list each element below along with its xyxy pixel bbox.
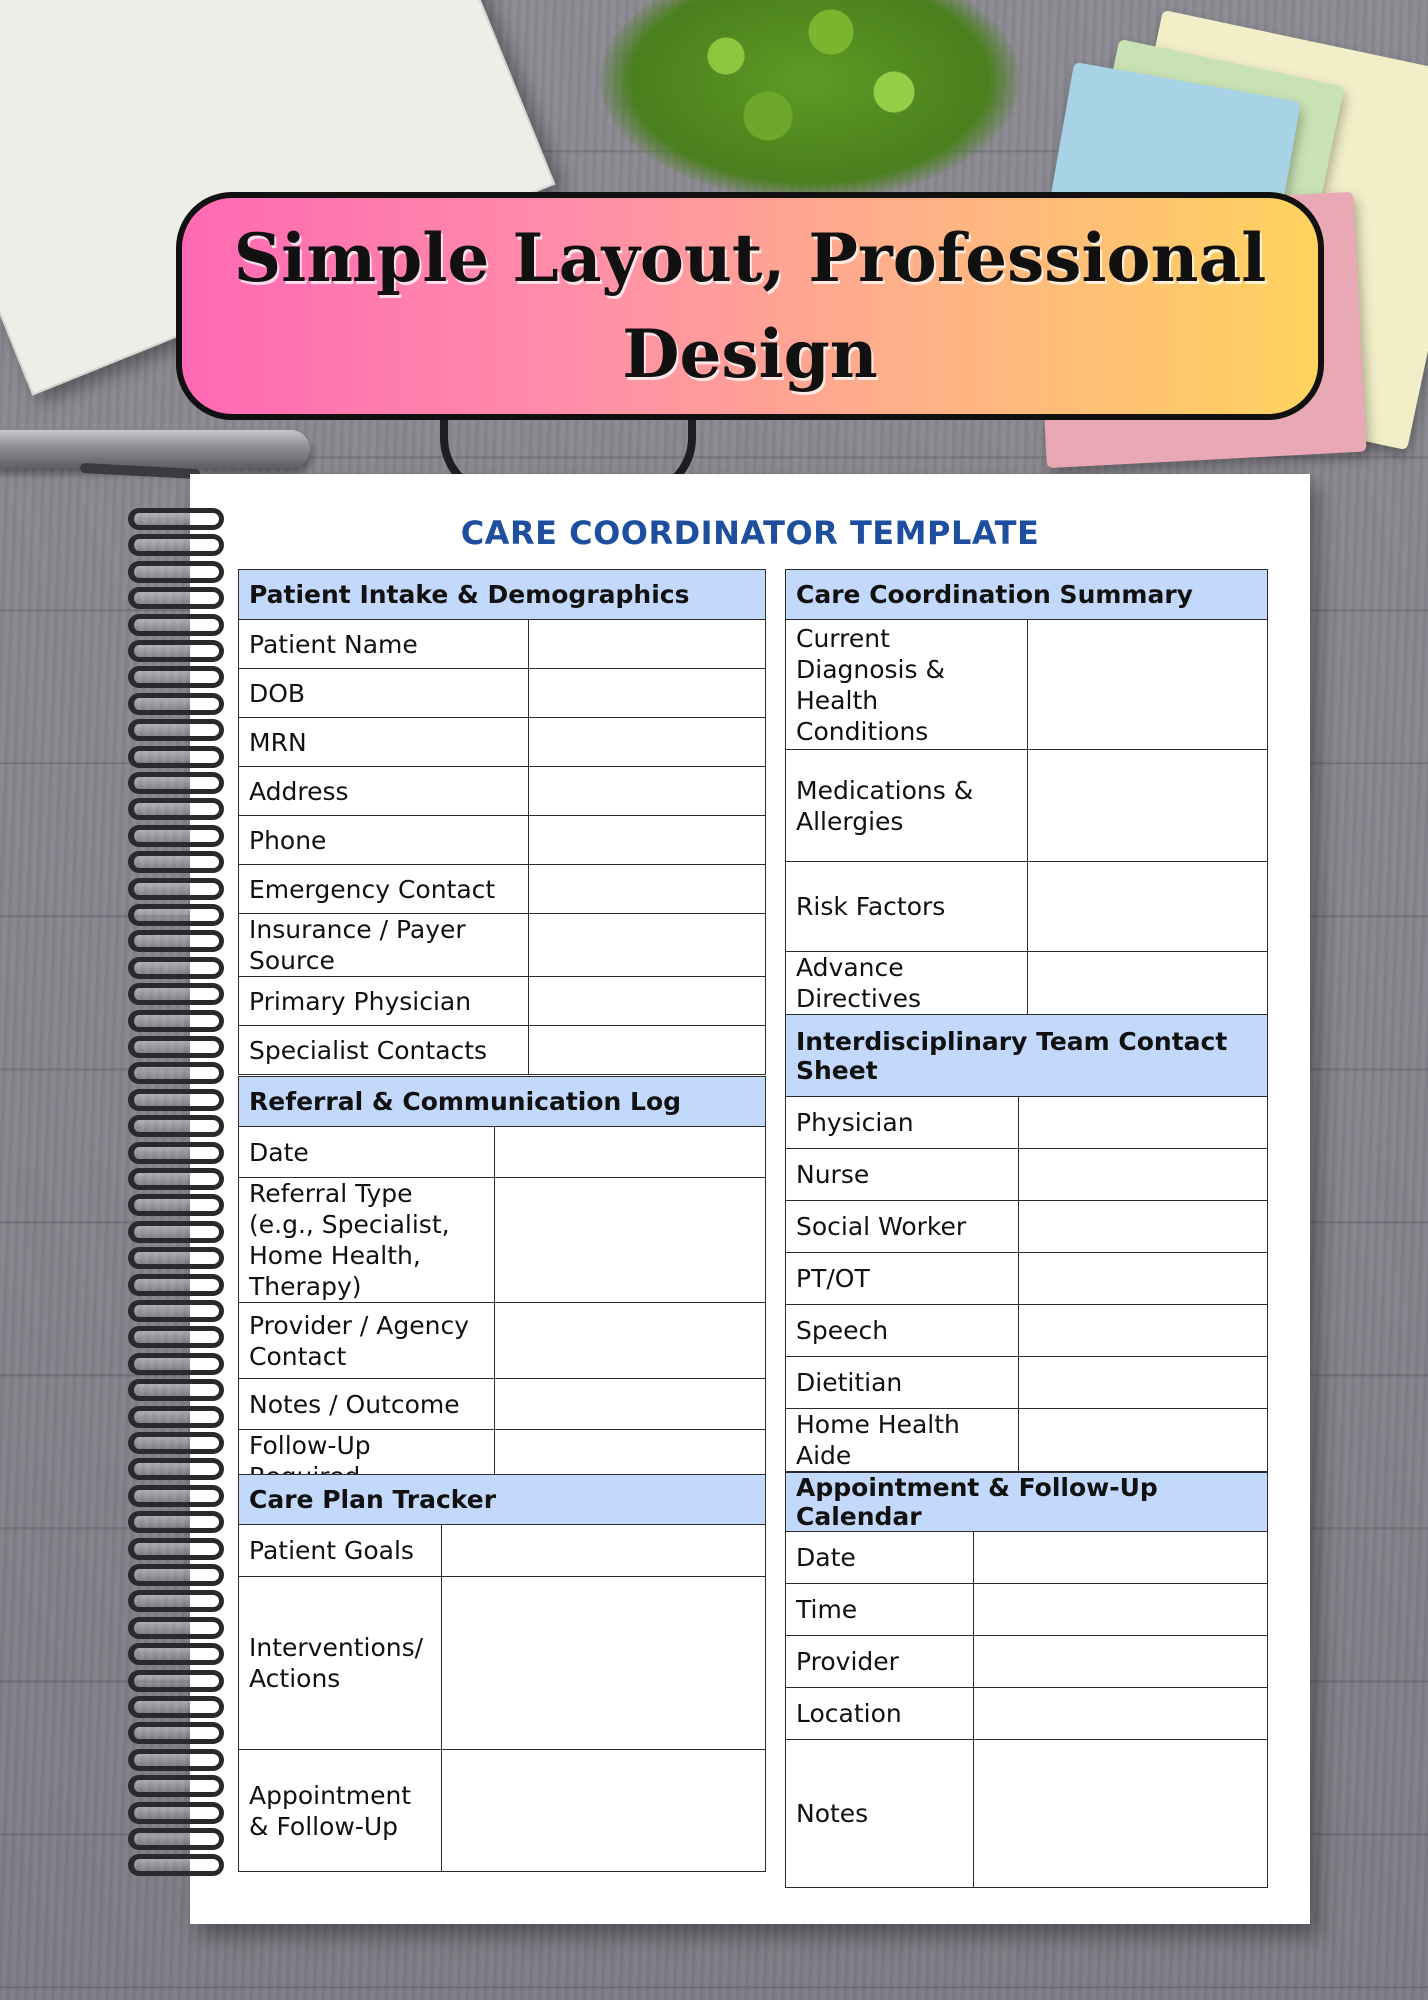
- spiral-coil: [128, 1432, 224, 1454]
- spiral-coil: [128, 825, 224, 847]
- field-value[interactable]: [1028, 750, 1268, 862]
- document-title: CARE COORDINATOR TEMPLATE: [460, 514, 1040, 552]
- spiral-coil: [128, 614, 224, 636]
- section-header: Interdisciplinary Team Contact Sheet: [786, 1015, 1268, 1097]
- spiral-coil: [128, 1458, 224, 1480]
- spiral-binding: [128, 508, 228, 1888]
- care-summary-table: [785, 569, 1268, 1015]
- spiral-coil: [128, 1564, 224, 1586]
- field-label: Nurse: [786, 1149, 1019, 1201]
- field-label: Location: [786, 1688, 974, 1740]
- field-label: Dietitian: [786, 1357, 1019, 1409]
- spiral-coil: [128, 587, 224, 609]
- spiral-coil: [128, 693, 224, 715]
- field-label: Patient Goals: [239, 1525, 442, 1577]
- field-value[interactable]: [529, 816, 766, 865]
- spiral-coil: [128, 746, 224, 768]
- spiral-coil: [128, 1353, 224, 1375]
- section-header: Patient Intake & Demographics: [239, 570, 766, 620]
- field-value[interactable]: [442, 1750, 766, 1872]
- field-label: Date: [239, 1127, 495, 1178]
- spiral-coil: [128, 1168, 224, 1190]
- spiral-coil: [128, 719, 224, 741]
- field-value[interactable]: [974, 1688, 1268, 1740]
- spiral-coil: [128, 798, 224, 820]
- spiral-coil: [128, 534, 224, 556]
- field-value[interactable]: [974, 1532, 1268, 1584]
- field-label: Address: [239, 767, 529, 816]
- spiral-coil: [128, 1142, 224, 1164]
- field-value[interactable]: [1019, 1409, 1268, 1472]
- spiral-coil: [128, 561, 224, 583]
- spiral-coil: [128, 1247, 224, 1269]
- spiral-coil: [128, 878, 224, 900]
- field-value[interactable]: [1019, 1305, 1268, 1357]
- spiral-coil: [128, 1854, 224, 1876]
- field-label: Medications & Allergies: [786, 750, 1028, 862]
- template-page: [190, 474, 1310, 1924]
- spiral-coil: [128, 640, 224, 662]
- field-value[interactable]: [495, 1127, 766, 1178]
- spiral-coil: [128, 1036, 224, 1058]
- field-label: Physician: [786, 1097, 1019, 1149]
- field-label: Risk Factors: [786, 862, 1028, 952]
- field-label: Speech: [786, 1305, 1019, 1357]
- field-value[interactable]: [529, 767, 766, 816]
- spiral-coil: [128, 851, 224, 873]
- field-value[interactable]: [974, 1584, 1268, 1636]
- field-value[interactable]: [1019, 1357, 1268, 1409]
- field-value[interactable]: [529, 865, 766, 914]
- section-header: Care Coordination Summary: [786, 570, 1268, 620]
- spiral-coil: [128, 1274, 224, 1296]
- field-label: Provider / Agency Contact: [239, 1303, 495, 1379]
- spiral-coil: [128, 1802, 224, 1824]
- field-value[interactable]: [1019, 1149, 1268, 1201]
- section-header: Appointment & Follow-Up Calendar: [786, 1473, 1268, 1532]
- patient-intake-table: [238, 569, 766, 1075]
- spiral-coil: [128, 666, 224, 688]
- field-label: Emergency Contact: [239, 865, 529, 914]
- spiral-coil: [128, 1670, 224, 1692]
- field-value[interactable]: [495, 1178, 766, 1303]
- spiral-coil: [128, 1115, 224, 1137]
- field-label: Referral Type (e.g., Specialist, Home Health, Therapy): [239, 1178, 495, 1303]
- field-label: Specialist Contacts: [239, 1026, 529, 1075]
- spiral-coil: [128, 1485, 224, 1507]
- spiral-coil: [128, 1221, 224, 1243]
- field-label: Date: [786, 1532, 974, 1584]
- field-label: Follow-Up: [239, 1430, 495, 1493]
- field-value[interactable]: [1028, 862, 1268, 952]
- field-label: Primary Physician: [239, 977, 529, 1026]
- field-label: Interventions/ Actions: [239, 1577, 442, 1750]
- referral-log-table: [238, 1076, 766, 1493]
- spiral-coil: [128, 508, 224, 530]
- spiral-coil: [128, 1406, 224, 1428]
- spiral-coil: [128, 1749, 224, 1771]
- spiral-coil: [128, 1590, 224, 1612]
- banner-title: Simple Layout, Professional Design: [233, 219, 1267, 393]
- field-label: Phone: [239, 816, 529, 865]
- field-value[interactable]: [529, 1026, 766, 1075]
- field-label: Advance Directives: [786, 952, 1028, 1015]
- field-value[interactable]: [529, 718, 766, 767]
- field-value[interactable]: [1019, 1097, 1268, 1149]
- field-value[interactable]: [1028, 952, 1268, 1015]
- promo-banner: [176, 192, 1324, 420]
- spiral-coil: [128, 1722, 224, 1744]
- spiral-coil: [128, 930, 224, 952]
- field-value[interactable]: [974, 1740, 1268, 1888]
- spiral-coil: [128, 1010, 224, 1032]
- spiral-coil: [128, 957, 224, 979]
- field-label: DOB: [239, 669, 529, 718]
- field-value[interactable]: [442, 1525, 766, 1577]
- spiral-coil: [128, 1828, 224, 1850]
- field-label: PT/OT: [786, 1253, 1019, 1305]
- field-value[interactable]: [529, 977, 766, 1026]
- spiral-coil: [128, 1326, 224, 1348]
- background-plant: [600, 0, 1020, 200]
- background-pen: [0, 430, 310, 468]
- field-label: Appointment & Follow-Up: [239, 1750, 442, 1872]
- field-label: MRN: [239, 718, 529, 767]
- spiral-coil: [128, 1696, 224, 1718]
- spiral-coil: [128, 983, 224, 1005]
- field-label: Current Diagnosis & Health Conditions: [786, 620, 1028, 750]
- field-value[interactable]: [974, 1636, 1268, 1688]
- spiral-coil: [128, 1194, 224, 1216]
- field-value[interactable]: [1019, 1201, 1268, 1253]
- spiral-coil: [128, 1379, 224, 1401]
- spiral-coil: [128, 904, 224, 926]
- section-header: Care Plan Tracker: [239, 1475, 766, 1525]
- field-label: Social Worker: [786, 1201, 1019, 1253]
- spiral-coil: [128, 1617, 224, 1639]
- spiral-coil: [128, 1089, 224, 1111]
- field-label: Notes: [786, 1740, 974, 1888]
- appointments-table: [785, 1472, 1268, 1888]
- section-header: Referral & Communication Log: [239, 1077, 766, 1127]
- spiral-coil: [128, 1511, 224, 1533]
- spiral-coil: [128, 1643, 224, 1665]
- field-value[interactable]: [529, 914, 766, 977]
- spiral-coil: [128, 1062, 224, 1084]
- spiral-coil: [128, 1775, 224, 1797]
- field-label: Patient Name: [239, 620, 529, 669]
- field-value[interactable]: [495, 1303, 766, 1379]
- care-plan-table: [238, 1474, 766, 1872]
- field-label: Insurance / Payer Source: [239, 914, 529, 977]
- field-label: Home Health Aide: [786, 1409, 1019, 1472]
- field-value[interactable]: [529, 620, 766, 669]
- spiral-coil: [128, 1538, 224, 1560]
- field-value[interactable]: [529, 669, 766, 718]
- field-label: Provider: [786, 1636, 974, 1688]
- spiral-coil: [128, 772, 224, 794]
- spiral-coil: [128, 1300, 224, 1322]
- field-value[interactable]: [1019, 1253, 1268, 1305]
- field-value[interactable]: [495, 1379, 766, 1430]
- field-label: Notes / Outcome: [239, 1379, 495, 1430]
- field-label: Time: [786, 1584, 974, 1636]
- team-contacts-table: [785, 1014, 1268, 1472]
- field-value[interactable]: [1028, 620, 1268, 750]
- field-value[interactable]: [442, 1577, 766, 1750]
